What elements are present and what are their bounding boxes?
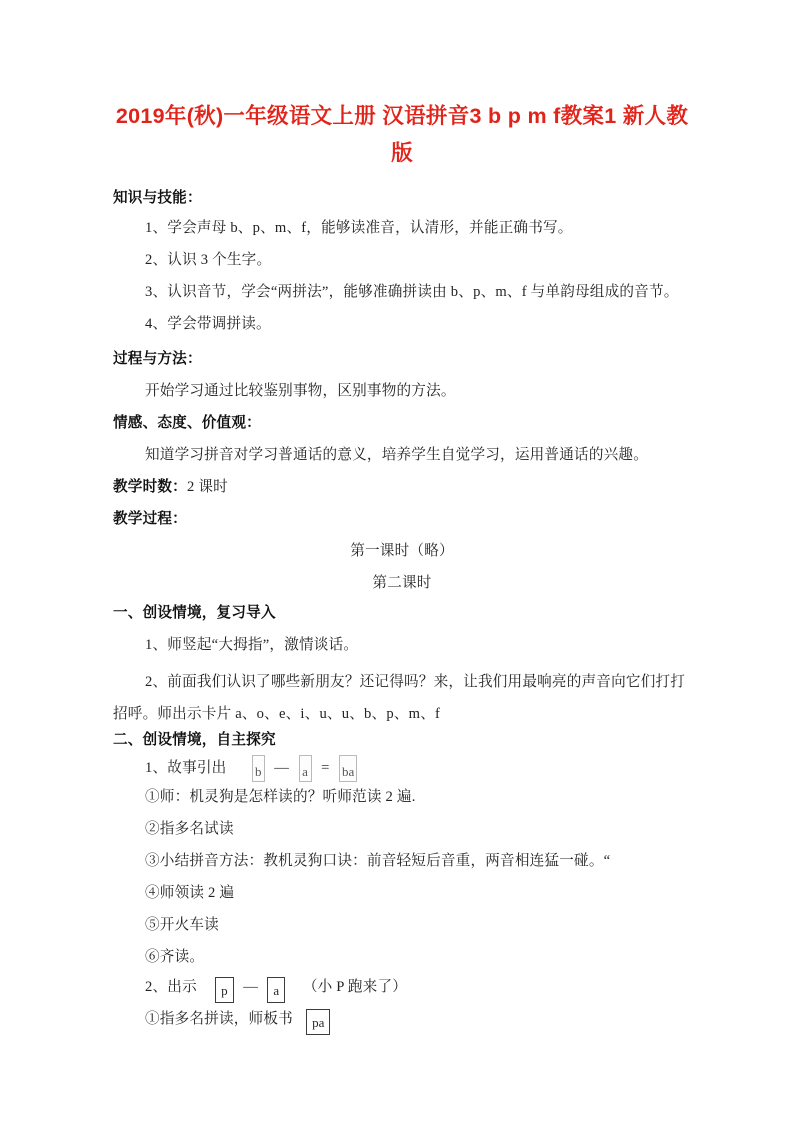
show-card-row (145, 977, 407, 1003)
pinyin-box-p: p (215, 977, 234, 1003)
dash-symbol-1: — (274, 760, 289, 776)
pinyin-box-ba: ba (339, 755, 357, 782)
sub-item-3: ③小结拼音方法：教机灵狗口诀：前音轻短后音重，两音相连猛一碰。“ (145, 853, 611, 869)
document-title (108, 98, 696, 172)
process-text: 开始学习通过比较鉴别事物，区别事物的方法。 (145, 383, 456, 399)
show-card-note: （小 P 跑来了） (302, 979, 408, 995)
part-two-heading: 二、创设情境，自主探究 (113, 732, 276, 748)
show-card-label: 2、出示 (145, 979, 197, 995)
part-one-item-1: 1、师竖起“大拇指”，激情谈话。 (145, 637, 359, 653)
equals-symbol-1: = (321, 760, 330, 776)
knowledge-heading: 知识与技能： (113, 190, 202, 206)
knowledge-item-4: 4、学会带调拼读。 (145, 316, 271, 332)
pinyin-box-pa: pa (306, 1009, 330, 1035)
process-heading: 过程与方法： (113, 351, 202, 367)
lesson-one-title: 第一课时（略） (350, 543, 454, 559)
dash-symbol-2: — (243, 979, 258, 995)
story-intro-row (145, 755, 357, 782)
attitude-text: 知道学习拼音对学习普通话的意义，培养学生自觉学习，运用普通话的兴趣。 (145, 447, 648, 463)
teaching-hours-value: 2 课时 (186, 479, 228, 495)
part-one-heading: 一、创设情境，复习导入 (113, 605, 276, 621)
lesson-two-title: 第二课时 (372, 575, 432, 591)
sub-item-5: ⑤开火车读 (145, 917, 219, 933)
attitude-heading: 情感、态度、价值观： (113, 415, 261, 431)
part-one-item-2: 2、前面我们认识了哪些新朋友？还记得吗？来，让我们用最响亮的声音向它们打打招呼。师出示卡片 a、o、e、i、u、u、b、p、m、f (113, 674, 686, 722)
sub-item-6: ⑥齐读。 (145, 949, 205, 965)
board-write-label: ①指多名拼读，师板书 (145, 1011, 293, 1027)
knowledge-item-2: 2、认识 3 个生字。 (145, 252, 272, 268)
knowledge-item-3: 3、认识音节，学会“两拼法”，能够准确拼读由 b、p、m、f 与单韵母组成的音节。 (145, 284, 679, 300)
pinyin-box-b: b (252, 755, 265, 782)
board-write-row (145, 1009, 330, 1035)
sub-item-4: ④师领读 2 遍 (145, 885, 235, 901)
knowledge-item-1: 1、学会声母 b、p、m、f，能够读准音，认清形，并能正确书写。 (145, 220, 573, 236)
pinyin-box-a: a (299, 755, 312, 782)
story-intro-label: 1、故事引出 (145, 760, 227, 776)
document-title-line-1: 2019年(秋)一年级语文上册 汉语拼音3 b p m f教案1 新人教 (115, 104, 689, 128)
pinyin-box-a2: a (267, 977, 285, 1003)
teaching-hours-row (113, 477, 228, 497)
sub-item-2: ②指多名试读 (145, 821, 234, 837)
sub-item-1: ①师：机灵狗是怎样读的？听师范读 2 遍. (145, 789, 416, 805)
teaching-hours-label: 教学时数： (113, 479, 187, 495)
document-title-line-2: 版 (391, 141, 413, 165)
teaching-process-heading: 教学过程： (113, 511, 187, 527)
